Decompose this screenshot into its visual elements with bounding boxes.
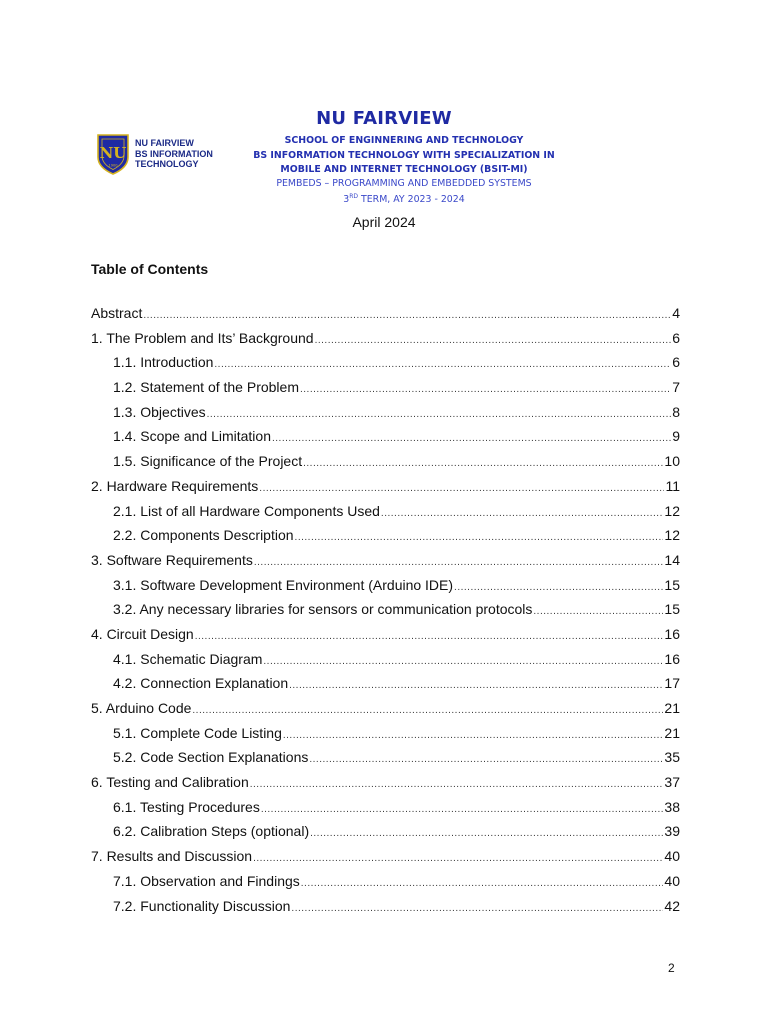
- toc-entry-page: 38: [664, 798, 680, 815]
- toc-leader-dots: [143, 310, 671, 321]
- toc-entry-label: 7.1. Observation and Findings: [113, 872, 300, 889]
- toc-entry-label: 3. Software Requirements: [91, 551, 253, 568]
- toc-entry-page: 7: [672, 379, 680, 396]
- toc-leader-dots: [309, 754, 663, 765]
- term-ordinal: RD: [349, 193, 359, 200]
- toc-entry[interactable]: [91, 428, 680, 453]
- toc-entry[interactable]: [91, 725, 680, 750]
- toc-entry-label: 1.5. Significance of the Project: [113, 453, 303, 470]
- toc-leader-dots: [295, 532, 664, 543]
- table-of-contents: [91, 305, 680, 922]
- toc-entry-page: 16: [664, 650, 680, 667]
- toc-entry-label: 1.1. Introduction: [113, 354, 214, 371]
- toc-entry-page: 10: [664, 453, 680, 470]
- toc-entry-page: 6: [672, 329, 680, 346]
- toc-entry[interactable]: [91, 601, 680, 626]
- toc-leader-dots: [454, 582, 663, 593]
- logo-line-1: NU FAIRVIEW: [135, 138, 194, 149]
- toc-entry-label: 3.2. Any necessary libraries for sensors or communication protocols: [113, 601, 533, 618]
- toc-entry-page: 9: [672, 428, 680, 445]
- toc-entry[interactable]: [91, 675, 680, 700]
- toc-entry-page: 35: [664, 749, 680, 766]
- toc-leader-dots: [289, 680, 663, 691]
- logo-line-2: BS INFORMATION: [135, 148, 213, 159]
- toc-entry-page: 16: [664, 625, 680, 642]
- toc-entry-label: 4. Circuit Design: [91, 625, 194, 642]
- toc-leader-dots: [283, 730, 664, 741]
- toc-entry-page: 14: [664, 551, 680, 568]
- toc-leader-dots: [254, 557, 664, 568]
- toc-entry-label: 7.2. Functionality Discussion: [113, 897, 291, 914]
- toc-leader-dots: [315, 335, 672, 346]
- page-number: 2: [668, 961, 675, 975]
- toc-entry-label: 1. The Problem and Its’ Background: [91, 329, 314, 346]
- term-text: TERM, AY 2023 - 2024: [358, 194, 465, 205]
- toc-entry-label: 2.1. List of all Hardware Components Used: [113, 502, 380, 519]
- toc-entry[interactable]: [91, 651, 680, 676]
- toc-entry[interactable]: [91, 873, 680, 898]
- toc-entry[interactable]: [91, 799, 680, 824]
- toc-entry[interactable]: [91, 823, 680, 848]
- toc-entry-page: 12: [664, 502, 680, 519]
- toc-entry[interactable]: [91, 552, 680, 577]
- toc-leader-dots: [533, 606, 663, 617]
- toc-leader-dots: [195, 631, 664, 642]
- svg-text:1900: 1900: [108, 163, 118, 168]
- toc-leader-dots: [214, 359, 671, 370]
- toc-leader-dots: [301, 878, 664, 889]
- toc-entry-label: 1.3. Objectives: [113, 403, 206, 420]
- toc-entry-page: 40: [664, 848, 680, 865]
- toc-entry-label: 6. Testing and Calibration: [91, 774, 249, 791]
- toc-entry-label: 5.1. Complete Code Listing: [113, 724, 282, 741]
- toc-entry-page: 21: [664, 724, 680, 741]
- toc-leader-dots: [192, 705, 663, 716]
- toc-heading: Table of Contents: [91, 261, 209, 277]
- toc-entry-label: 4.1. Schematic Diagram: [113, 650, 263, 667]
- toc-entry-page: 11: [665, 477, 680, 494]
- toc-entry-page: 4: [672, 305, 680, 321]
- toc-leader-dots: [303, 458, 663, 469]
- toc-entry-label: 3.1. Software Development Environment (Arduino IDE): [113, 576, 454, 593]
- term-line: [0, 191, 768, 205]
- toc-entry-label: 6.2. Calibration Steps (optional): [113, 823, 310, 840]
- document-date: April 2024: [352, 214, 416, 230]
- toc-entry[interactable]: [91, 330, 680, 355]
- toc-entry-label: Abstract: [91, 305, 143, 321]
- svg-text:NU: NU: [99, 144, 127, 162]
- toc-leader-dots: [381, 508, 664, 519]
- toc-entry[interactable]: [91, 478, 680, 503]
- toc-entry-page: 15: [664, 601, 680, 618]
- school-name: SCHOOL OF ENGINNERING AND TECHNOLOGY: [284, 135, 524, 146]
- toc-entry-label: 6.1. Testing Procedures: [113, 798, 260, 815]
- toc-entry-page: 12: [664, 527, 680, 544]
- org-title: NU FAIRVIEW: [316, 108, 452, 129]
- toc-entry-label: 7. Results and Discussion: [91, 848, 253, 865]
- toc-entry-label: 1.4. Scope and Limitation: [113, 428, 271, 445]
- program-line-2: MOBILE AND INTERNET TECHNOLOGY (BSIT-MI): [280, 164, 528, 175]
- toc-entry-page: 40: [664, 872, 680, 889]
- toc-entry[interactable]: [91, 749, 680, 774]
- toc-entry-page: 42: [664, 897, 680, 914]
- toc-leader-dots: [261, 804, 664, 815]
- toc-entry[interactable]: [91, 404, 680, 429]
- toc-entry-page: 17: [664, 675, 680, 692]
- toc-entry[interactable]: [91, 898, 680, 923]
- toc-entry-label: 4.2. Connection Explanation: [113, 675, 289, 692]
- toc-entry-page: 37: [664, 774, 680, 791]
- course-name: PEMBEDS – PROGRAMMING AND EMBEDDED SYSTEMS: [276, 178, 532, 189]
- toc-leader-dots: [263, 656, 663, 667]
- toc-entry[interactable]: [91, 774, 680, 799]
- toc-entry[interactable]: [91, 503, 680, 528]
- toc-leader-dots: [272, 433, 671, 444]
- toc-entry-page: 39: [664, 823, 680, 840]
- toc-leader-dots: [250, 779, 664, 790]
- toc-entry-label: 5.2. Code Section Explanations: [113, 749, 309, 766]
- toc-leader-dots: [291, 903, 663, 914]
- toc-entry-label: 2. Hardware Requirements: [91, 477, 259, 494]
- toc-entry[interactable]: [91, 577, 680, 602]
- term-number: 3: [343, 194, 350, 205]
- toc-entry-label: 2.2. Components Description: [113, 527, 294, 544]
- toc-leader-dots: [207, 409, 672, 420]
- toc-entry[interactable]: [91, 626, 680, 651]
- toc-entry-label: 1.2. Statement of the Problem: [113, 379, 299, 396]
- logo-line-3: TECHNOLOGY: [135, 159, 199, 170]
- toc-leader-dots: [259, 483, 664, 494]
- toc-entry[interactable]: [91, 453, 680, 478]
- toc-entry-page: 15: [664, 576, 680, 593]
- toc-entry[interactable]: [91, 700, 680, 725]
- toc-leader-dots: [310, 828, 663, 839]
- toc-entry[interactable]: [91, 354, 680, 379]
- toc-entry[interactable]: [91, 848, 680, 873]
- toc-entry[interactable]: [91, 305, 680, 330]
- toc-leader-dots: [300, 384, 671, 395]
- toc-entry-label: 5. Arduino Code: [91, 700, 192, 716]
- toc-entry[interactable]: [91, 379, 680, 404]
- program-line-1: BS INFORMATION TECHNOLOGY WITH SPECIALIZATION IN: [253, 150, 555, 161]
- toc-entry-page: 6: [672, 354, 680, 371]
- toc-entry[interactable]: [91, 527, 680, 552]
- toc-leader-dots: [253, 853, 663, 864]
- toc-entry-page: 21: [664, 700, 680, 716]
- toc-entry-page: 8: [672, 403, 680, 420]
